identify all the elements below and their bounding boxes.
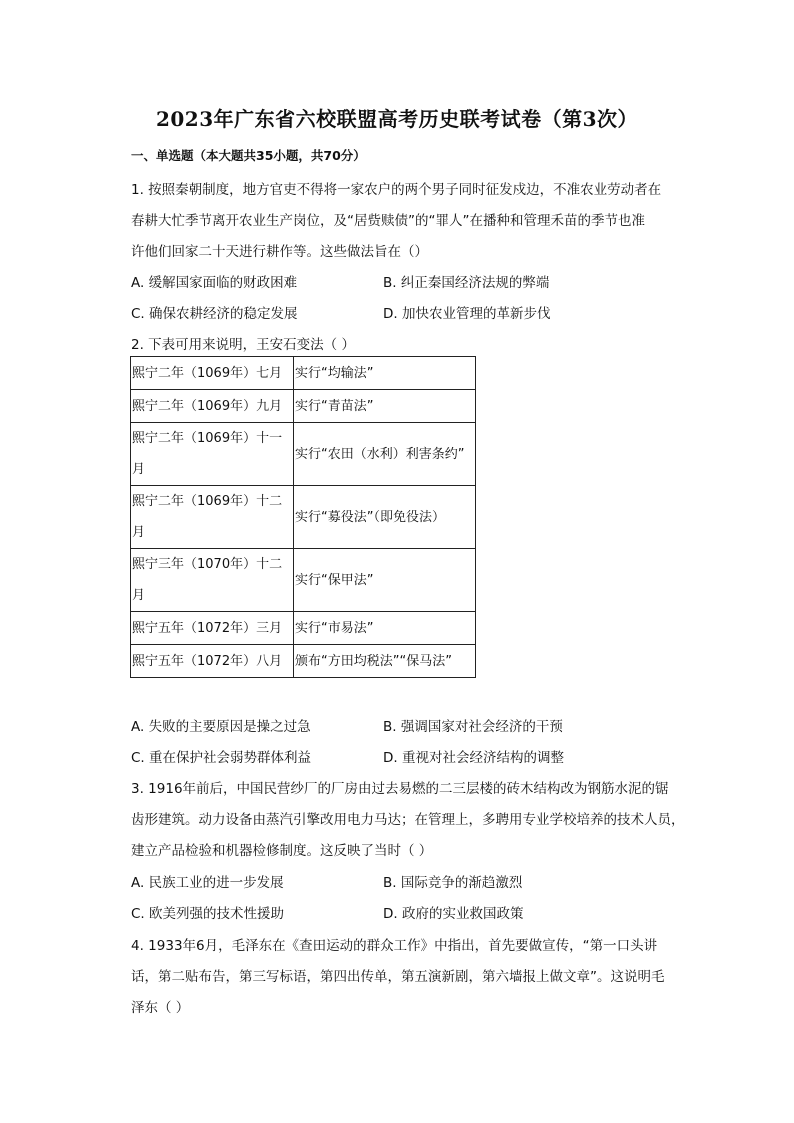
q1-line: 春耕大忙季节离开农业生产岗位，及“居赀赎债”的“罪人”在播种和管理禾苗的季节也准 — [131, 213, 645, 229]
q3-line: 3. 1916年前后，中国民营纱厂的厂房由过去易燃的二三层楼的砖木结构改为钢筋水泥的锯 — [131, 781, 669, 797]
table-cell-content: 实行“均输法” — [294, 357, 476, 390]
table-row — [131, 549, 476, 612]
q1-option-c[interactable]: C. 确保农耕经济的稳定发展 — [131, 306, 298, 322]
table-row — [131, 390, 476, 423]
q2-option-a[interactable]: A. 失败的主要原因是操之过急 — [131, 719, 311, 735]
table-row — [131, 612, 476, 645]
q3-option-b[interactable]: B. 国际竞争的渐趋激烈 — [383, 875, 523, 891]
table-cell-time: 熙宁五年（1072年）八月 — [131, 645, 294, 678]
q1-option-d[interactable]: D. 加快农业管理的革新步伐 — [383, 306, 551, 322]
q1-line: 1. 按照秦朝制度，地方官吏不得将一家农户的两个男子同时征发戍边，不准农业劳动者在 — [131, 182, 662, 198]
q4-line: 泽东（ ） — [131, 1000, 190, 1016]
q3-option-c[interactable]: C. 欧美列强的技术性援助 — [131, 906, 285, 922]
q2-option-d[interactable]: D. 重视对社会经济结构的调整 — [383, 750, 564, 766]
q1-option-b[interactable]: B. 纠正秦国经济法规的弊端 — [383, 275, 550, 291]
table-row — [131, 357, 476, 390]
q2-option-c[interactable]: C. 重在保护社会弱势群体利益 — [131, 750, 312, 766]
table-cell-content: 实行“青苗法” — [294, 390, 476, 423]
q2-option-b[interactable]: B. 强调国家对社会经济的干预 — [383, 719, 563, 735]
q4-line: 话，第二贴布告，第三写标语，第四出传单，第五演新剧，第六墙报上做文章”。这说明毛 — [131, 969, 665, 985]
exam-title: 2023年广东省六校联盟高考历史联考试卷（第3次） — [155, 107, 639, 131]
table-cell-time: 熙宁二年（1069年）七月 — [131, 357, 294, 390]
table-row — [131, 645, 476, 678]
q1-option-a[interactable]: A. 缓解国家面临的财政困难 — [131, 275, 298, 291]
q3-line: 齿形建筑。动力设备由蒸汽引擎改用电力马达；在管理上，多聘用专业学校培养的技术人员， — [131, 812, 685, 828]
table-row — [131, 486, 476, 549]
table-cell-time: 熙宁二年（1069年）十一 月 — [131, 423, 294, 486]
reform-table — [130, 356, 476, 678]
q3-option-a[interactable]: A. 民族工业的进一步发展 — [131, 875, 284, 891]
table-cell-content: 颁布“方田均税法”“保马法” — [294, 645, 476, 678]
q2-stem: 2. 下表可用来说明，王安石变法（ ） — [131, 337, 355, 353]
table-cell-time: 熙宁二年（1069年）九月 — [131, 390, 294, 423]
table-cell-time: 熙宁三年（1070年）十二 月 — [131, 549, 294, 612]
table-cell-time: 熙宁五年（1072年）三月 — [131, 612, 294, 645]
table-cell-content: 实行“市易法” — [294, 612, 476, 645]
table-cell-content: 实行“募役法”（即免役法） — [294, 486, 476, 549]
table-cell-content: 实行“保甲法” — [294, 549, 476, 612]
q3-option-d[interactable]: D. 政府的实业救国政策 — [383, 906, 524, 922]
section-heading: 一、单选题（本大题共35小题，共70分） — [131, 148, 366, 163]
table-cell-content: 实行“农田（水利）利害条约” — [294, 423, 476, 486]
q4-line: 4. 1933年6月，毛泽东在《查田运动的群众工作》中指出，首先要做宣传，“第一口头讲 — [131, 938, 658, 954]
table-cell-time: 熙宁二年（1069年）十二 月 — [131, 486, 294, 549]
q1-line: 许他们回家二十天进行耕作等。这些做法旨在（） — [131, 244, 428, 260]
q3-line: 建立产品检验和机器检修制度。这反映了当时（ ） — [131, 843, 433, 859]
table-row — [131, 423, 476, 486]
